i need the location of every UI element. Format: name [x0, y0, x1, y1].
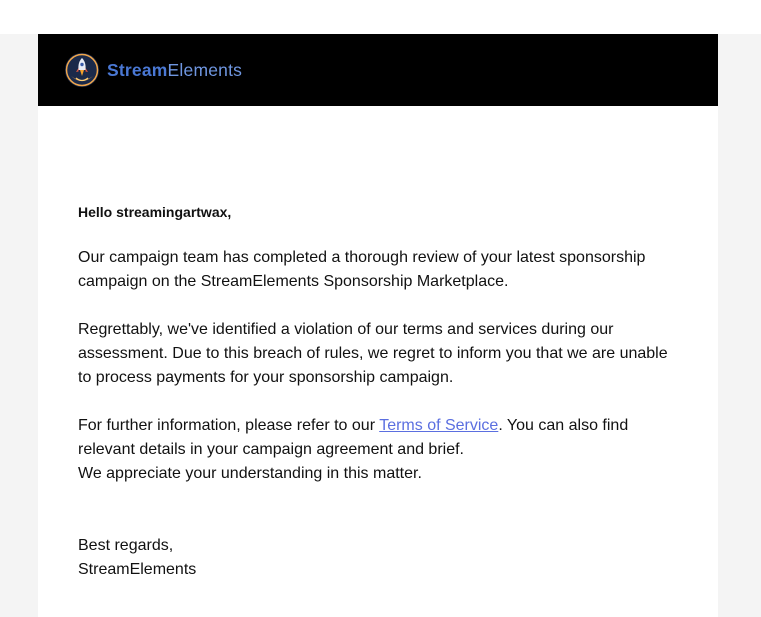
paragraph-review: Our campaign team has completed a thorough review of your latest sponsorship campaign on the StreamElements Sponsorship Marketplace. — [78, 249, 646, 290]
greeting: Hello streamingartwax, — [78, 204, 232, 220]
signature: StreamElements — [78, 561, 197, 578]
signoff — [78, 534, 678, 582]
signoff-text: Best regards, — [78, 537, 174, 554]
paragraph-further-info-prefix: For further information, please refer to our — [78, 417, 380, 434]
email-body — [78, 200, 678, 582]
email-header-bar — [38, 34, 718, 106]
paragraph-further-info-suffix: . You can also find relevant details in your campaign agreement and brief. — [78, 417, 629, 458]
streamelements-logo — [64, 52, 242, 88]
paragraph-further-info — [78, 414, 678, 486]
email-card — [38, 34, 718, 617]
logo-wordmark — [107, 52, 242, 88]
top-strip — [0, 0, 761, 34]
terms-of-service-link[interactable]: Terms of Service — [379, 417, 499, 434]
paragraph-violation: Regrettably, we've identified a violation of our terms and services during our assessment. Due to this breach of rules, we regret to inform you that we are unable to process payments for your sponsorship campaign. — [78, 321, 668, 386]
paragraph-appreciation: We appreciate your understanding in this matter. — [78, 465, 422, 482]
logo-text-light: Elements — [167, 60, 243, 80]
rocket-logo-icon — [64, 52, 100, 88]
logo-text-bold: Stream — [107, 60, 168, 80]
